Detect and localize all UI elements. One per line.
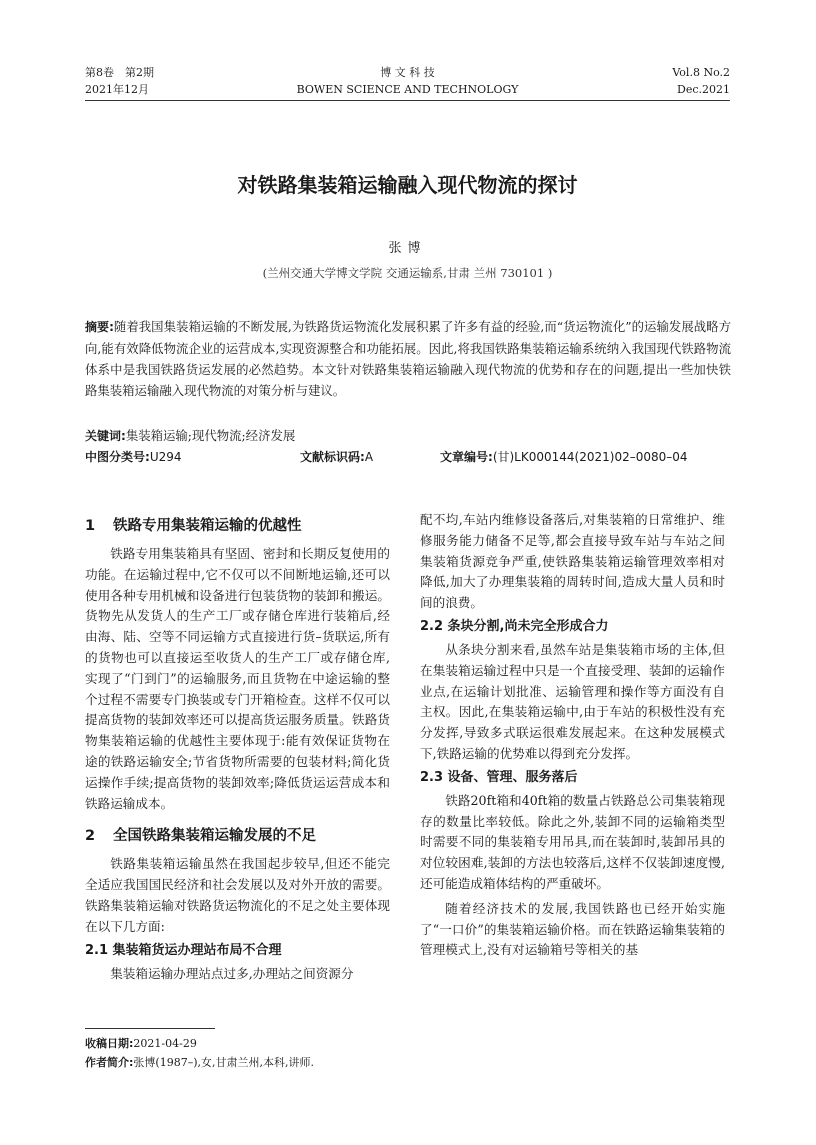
left-column — [85, 510, 390, 984]
received-label: 收稿日期: — [85, 1037, 134, 1050]
section-2-3-paragraph-1: 铁路20ft箱和40ft箱的数量占铁路总公司集装箱现存的数量比率较低。除此之外,装卸不同的运输箱类型时需要不同的集装箱专用吊具,而在装卸时,装卸吊具的对位较困难,装卸的方法也较落后,这样不仅装卸速度慢,还可能造成箱体结构的严重破坏。 — [420, 792, 725, 891]
bio-label: 作者简介: — [85, 1056, 134, 1069]
section-1-heading — [85, 514, 390, 538]
section-2-3-heading: 2.3 设备、管理、服务落后 — [420, 769, 578, 785]
paper-title: 对铁路集装箱运输融入现代物流的探讨 — [237, 173, 578, 197]
header-divider — [85, 100, 730, 101]
section-2-1-paragraph: 集装箱运输办理站点过多,办理站之间资源分 — [110, 965, 354, 981]
section-2-2-heading: 2.2 条块分割,尚未完全形成合力 — [420, 618, 609, 634]
volume-issue: 第8卷 第2期 — [85, 66, 154, 79]
received-date — [85, 1034, 314, 1053]
author-affiliation: (兰州交通大学博文学院 交通运输系,甘肃 兰州 730101 ) — [262, 266, 553, 280]
section-2-number: 2 — [85, 828, 96, 845]
journal-name-cn: 博 文 科 技 — [380, 66, 435, 79]
section-2-1-continued: 配不均,车站内维修设备落后,对集装箱的日常维护、维修服务能力储备不足等,都会直接导致车站与车站之间集装箱货源竞争严重,使铁路集装箱运输管理效率相对降低,加大了办理集装箱的周转时间,造成大量人员和时间的浪费。 — [420, 512, 725, 611]
doc-code-label: 文献标识码: — [300, 450, 365, 464]
footnote-divider — [85, 1028, 215, 1029]
author-bio — [85, 1053, 314, 1072]
received-value: 2021-04-29 — [133, 1037, 197, 1050]
right-column — [420, 510, 725, 961]
journal-name-en: BOWEN SCIENCE AND TECHNOLOGY — [296, 83, 519, 96]
doc-code-value: A — [364, 450, 374, 464]
section-2-heading — [85, 824, 390, 848]
document-code — [300, 447, 373, 468]
section-1-paragraph: 铁路专用集装箱具有坚固、密封和长期反复使用的功能。在运输过程中,它不仅可以不间断地运输,还可以使用各种专用机械和设备进行包装货物的装卸和搬运。货物先从发货人的生产工厂或存储仓库进行装箱后,经由海、陆、空等不同运输方式直接进行货–货联运,所有的货物也可以直接运至收货人的生产工厂或存储仓库,实现了“门到门”的运输服务,而且货物在中途运输的整个过程不需要专门换装或专门开箱检查。这样不仅可以提高货物的装卸效率还可以提高货运服务质量。铁路货物集装箱运输的优越性主要体现于:能有效保证货物在途的铁路运输安全;节省货物所需要的包装材料;简化货运操作手续;提高货物的装卸效率;降低货运运营成本和铁路运输成本。 — [85, 546, 390, 811]
clc-label: 中图分类号: — [85, 450, 150, 464]
article-number-label: 文章编号: — [440, 450, 493, 464]
section-2-paragraph: 铁路集装箱运输虽然在我国起步较早,但还不能完全适应我国国民经济和社会发展以及对外开放的需要。铁路集装箱运输对铁路货运物流化的不足之处主要体现在以下几方面: — [85, 856, 390, 934]
keywords-label: 关键词: — [85, 429, 126, 443]
section-1-title: 铁路专用集装箱运输的优越性 — [113, 518, 302, 534]
abstract-label: 摘要: — [85, 320, 114, 334]
section-1-number: 1 — [85, 518, 96, 534]
footnote — [85, 1034, 314, 1072]
clc-value: U294 — [149, 450, 182, 464]
clc-number — [85, 447, 182, 468]
article-number-value: (甘)LK000144(2021)02–0080–04 — [492, 450, 688, 464]
volume-issue-en: Vol.8 No.2 — [672, 66, 730, 79]
bio-value: 张博(1987–),女,甘肃兰州,本科,讲师. — [133, 1056, 314, 1069]
section-2-title: 全国铁路集装箱运输发展的不足 — [113, 828, 316, 845]
section-2-2-paragraph: 从条块分割来看,虽然车站是集装箱市场的主体,但在集装箱运输过程中只是一个直接受理、装卸的运输作业点,在运输计划批准、运输管理和操作等方面没有自主权。因此,在集装箱运输中,由于车站的积极性没有充分发挥,导致多式联运很难发展起来。在这种发展模式下,铁路运输的优势难以得到充分发挥。 — [420, 641, 725, 761]
article-number — [440, 447, 688, 468]
article-metadata — [85, 447, 731, 468]
author-name: 张博 — [388, 241, 427, 256]
abstract-text: 随着我国集装箱运输的不断发展,为铁路货运物流化发展积累了许多有益的经验,而“货运物流化”的运输发展战略方向,能有效降低物流企业的运营成本,实现资源整合和功能拓展。因此,将我国铁路集装箱运输系统纳入我国现代铁路物流体系中是我国铁路货运发展的必然趋势。本文针对铁路集装箱运输融入现代物流的优势和存在的问题,提出一些加快铁路集装箱运输融入现代物流的对策分析与建议。 — [85, 319, 731, 398]
keywords — [85, 425, 731, 447]
running-header — [85, 64, 730, 100]
section-2-1-heading: 2.1 集装箱货运办理站布局不合理 — [85, 942, 282, 958]
keywords-text: 集装箱运输;现代物流;经济发展 — [125, 428, 296, 443]
issue-date-cn: 2021年12月 — [85, 83, 149, 96]
issue-date-en: Dec.2021 — [677, 83, 730, 96]
journal-name — [85, 64, 730, 98]
abstract — [85, 316, 731, 401]
journal-volume-info-en — [672, 64, 730, 98]
section-2-3-paragraph-2: 随着经济技术的发展,我国铁路也已经开始实施了“一口价”的集装箱运输价格。而在铁路运输集装箱的管理模式上,没有对运输箱号等相关的基 — [420, 900, 725, 958]
